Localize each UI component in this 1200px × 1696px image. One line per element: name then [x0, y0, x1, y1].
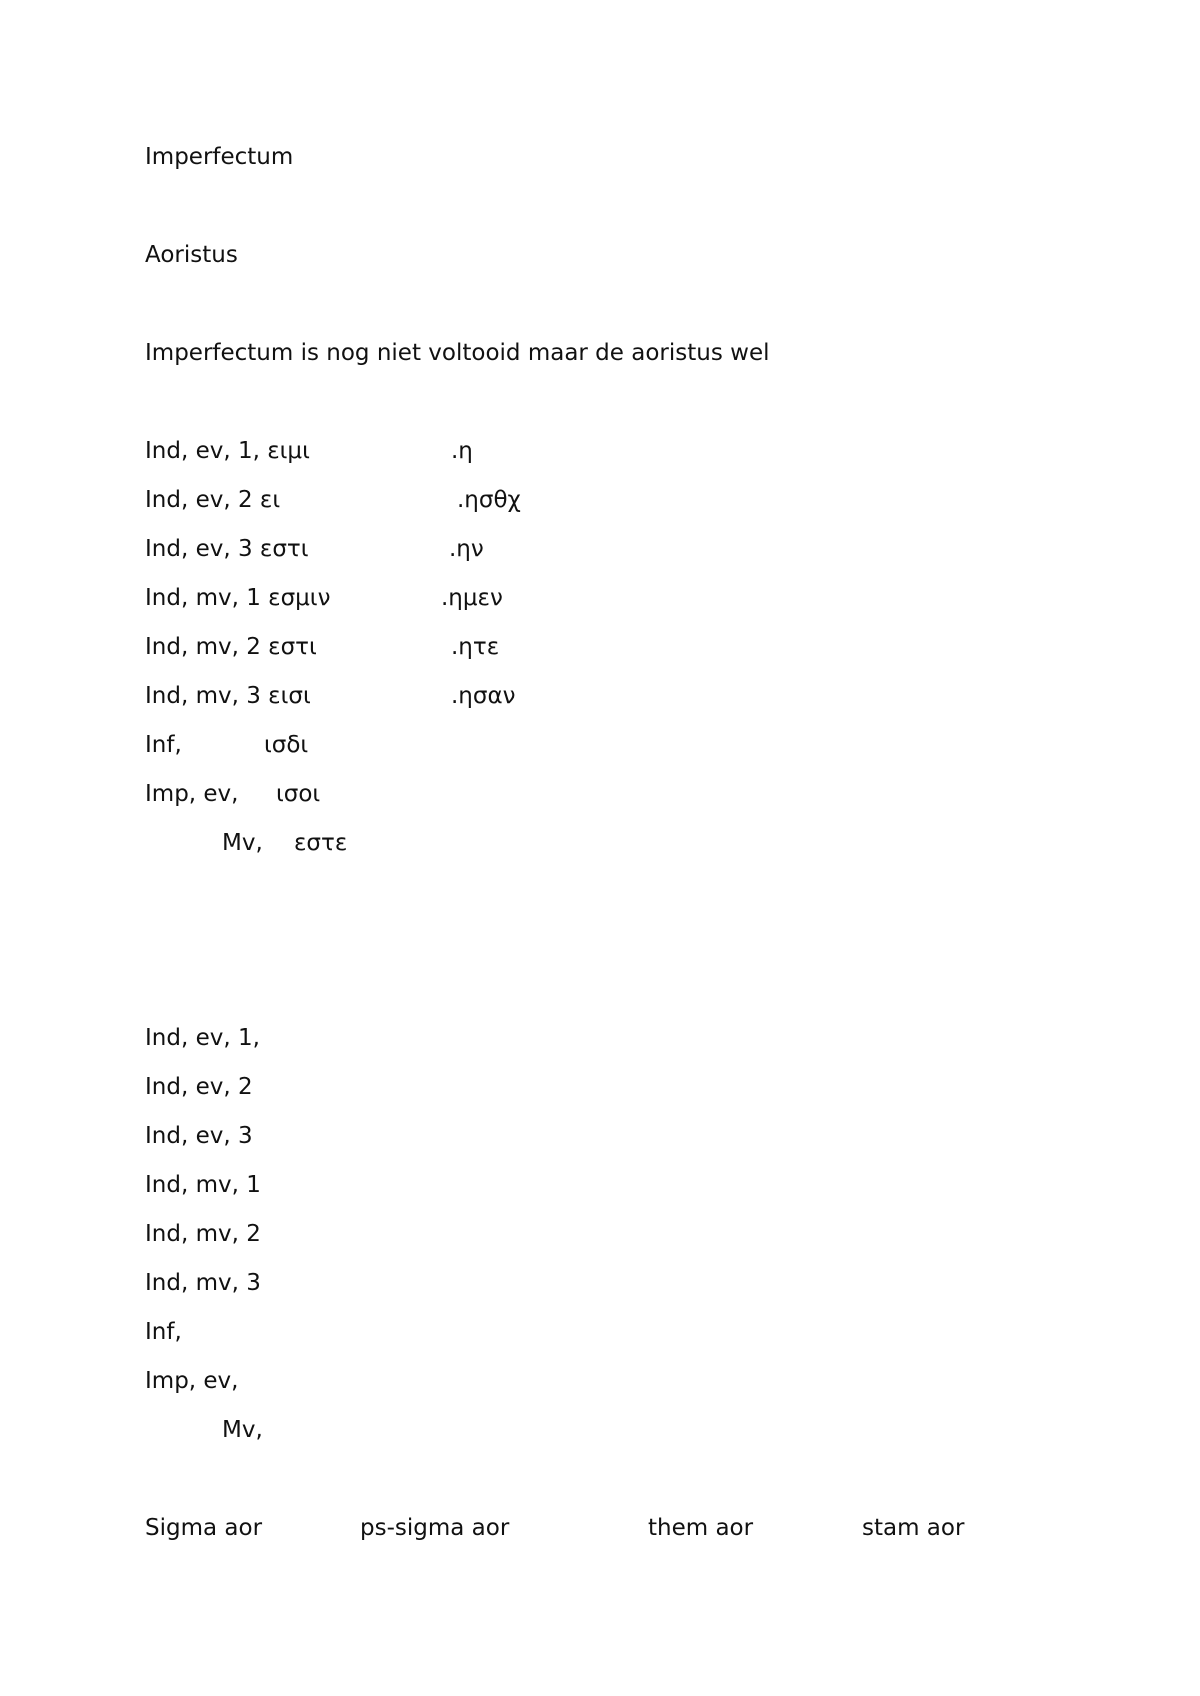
- imperfect-row-form: ισοι: [276, 781, 321, 807]
- aorist-row-label: Ind, ev, 2: [145, 1074, 253, 1100]
- aorist-row-label: Ind, mv, 3: [145, 1270, 261, 1296]
- imperfect-row-label: Mv,: [222, 830, 263, 856]
- heading-aoristus: Aoristus: [145, 242, 238, 268]
- aorist-row-label: Ind, ev, 3: [145, 1123, 253, 1149]
- imperfect-row-label: Ind, ev, 3 εστι: [145, 536, 309, 562]
- imperfect-row-form: .ητε: [451, 634, 500, 660]
- imperfect-row-label: Inf,: [145, 732, 182, 758]
- imperfect-row-label: Imp, ev,: [145, 781, 239, 807]
- imperfect-row-form: .ησαν: [451, 683, 516, 709]
- imperfect-row-label: Ind, mv, 2 εστι: [145, 634, 317, 660]
- imperfect-row-form: .η: [451, 438, 473, 464]
- aorist-type-thematic: them aor: [648, 1515, 754, 1541]
- aorist-type-pseudo-sigma: ps-sigma aor: [360, 1515, 510, 1541]
- imperfect-row-form: .ησθχ: [457, 487, 521, 513]
- imperfect-row-label: Ind, ev, 1, ειμι: [145, 438, 310, 464]
- aorist-type-stem: stam aor: [862, 1515, 965, 1541]
- aorist-row-label: Ind, mv, 2: [145, 1221, 261, 1247]
- aorist-row-label: Ind, mv, 1: [145, 1172, 261, 1198]
- imperfect-row-form: ισδι: [264, 732, 309, 758]
- imperfect-row-form: .ην: [449, 536, 484, 562]
- heading-imperfectum: Imperfectum: [145, 144, 294, 170]
- imperfect-row-form: εστε: [294, 830, 348, 856]
- aorist-row-label: Imp, ev,: [145, 1368, 239, 1394]
- imperfect-row-label: Ind, mv, 3 εισι: [145, 683, 311, 709]
- aorist-row-label: Ind, ev, 1,: [145, 1025, 260, 1051]
- imperfect-row-label: Ind, mv, 1 εσμιν: [145, 585, 331, 611]
- note-text: Imperfectum is nog niet voltooid maar de aoristus wel: [145, 340, 770, 366]
- aorist-row-label: Mv,: [222, 1417, 263, 1443]
- imperfect-row-form: .ημεν: [441, 585, 503, 611]
- aorist-row-label: Inf,: [145, 1319, 182, 1345]
- aorist-type-sigma: Sigma aor: [145, 1515, 263, 1541]
- imperfect-row-label: Ind, ev, 2 ει: [145, 487, 281, 513]
